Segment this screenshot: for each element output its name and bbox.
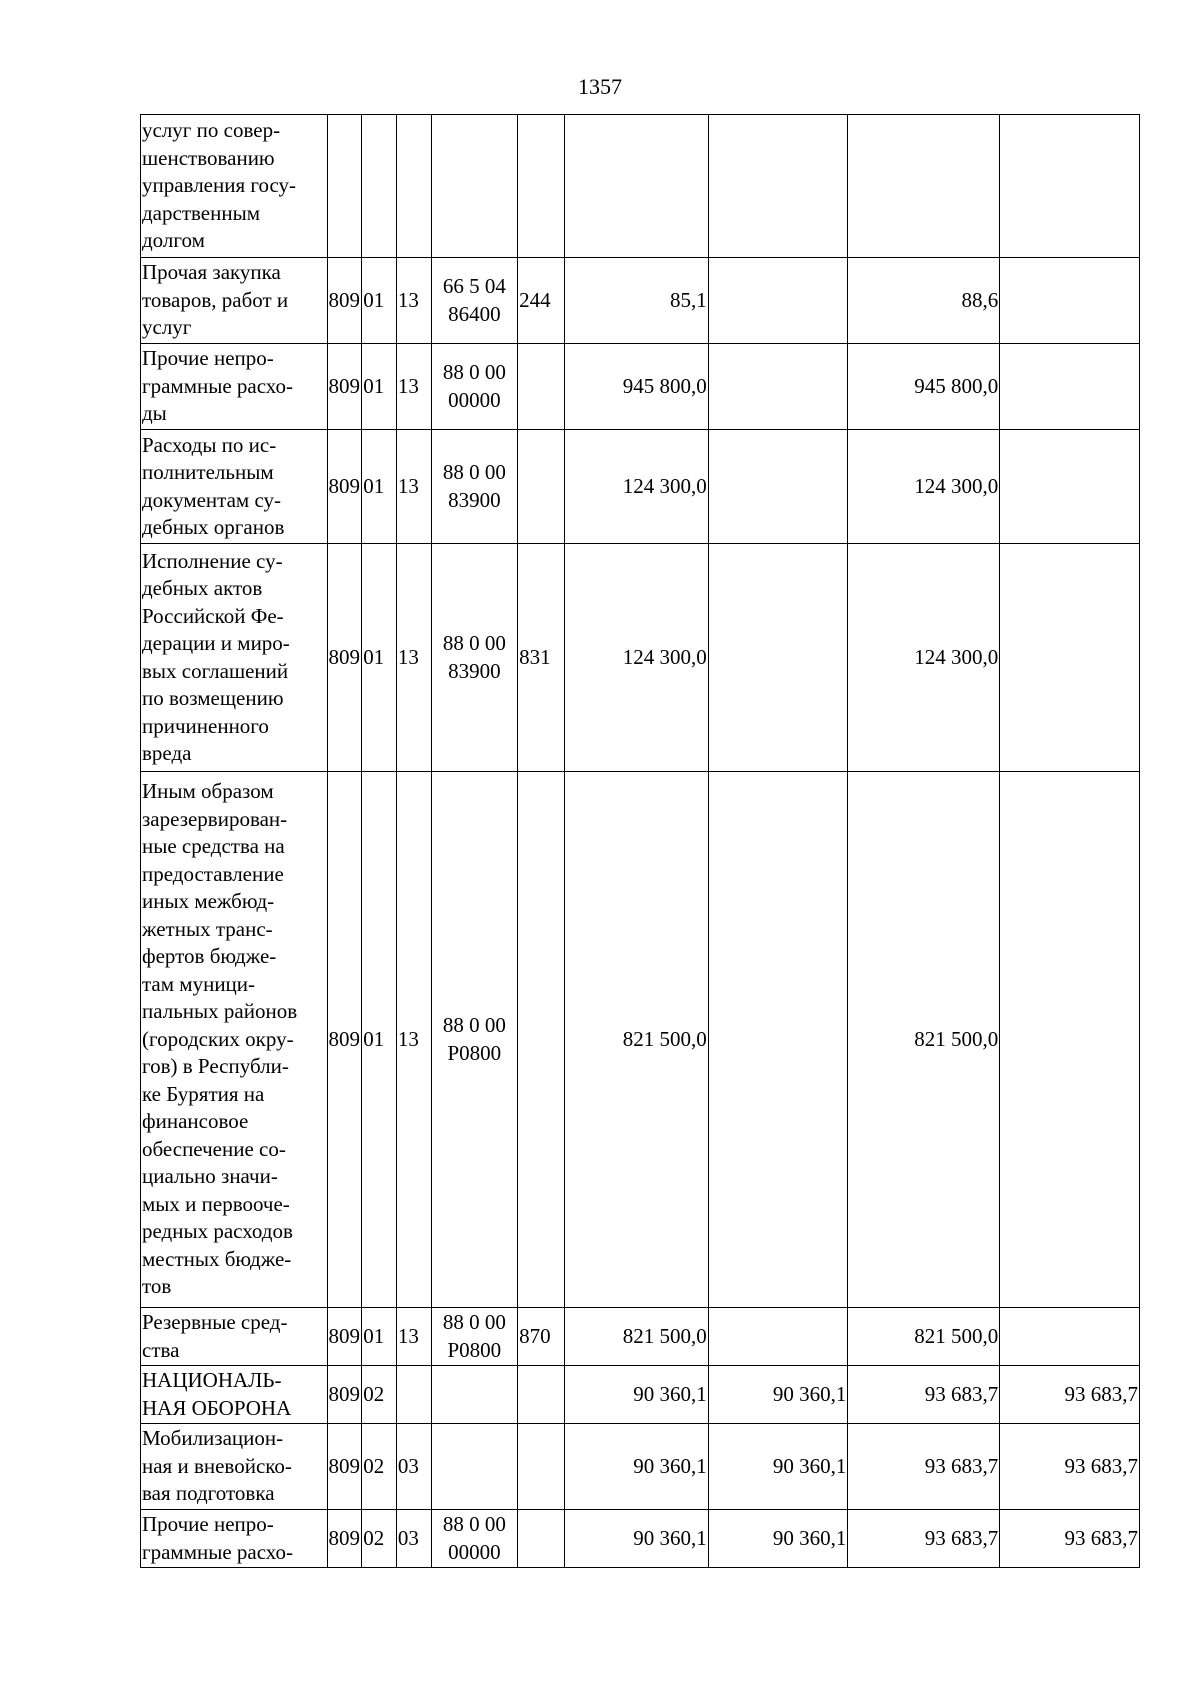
amount-cell-3: 93 683,7 — [848, 1510, 1000, 1568]
target-article-line: 83900 — [448, 658, 501, 683]
expense-name-line: шенствованию — [142, 145, 275, 170]
expense-name-line: ды — [142, 401, 167, 426]
subsection-code-cell: 03 — [396, 1424, 431, 1510]
target-article-line: 86400 — [448, 301, 501, 326]
expense-name-line: Исполнение су- — [142, 548, 283, 573]
page-number: 1357 — [578, 74, 622, 99]
ministry-code-cell: 809 — [327, 1366, 362, 1424]
table-row — [141, 1308, 1140, 1366]
amount-cell-2 — [708, 430, 848, 544]
expense-type-cell — [518, 1366, 565, 1424]
section-code-cell — [362, 115, 397, 258]
amount-cell-2 — [708, 258, 848, 344]
expense-name-line: НАЦИОНАЛЬ- — [142, 1368, 282, 1392]
expense-name-cell — [141, 1366, 328, 1424]
expense-type-cell — [518, 772, 565, 1308]
expense-type-cell: 244 — [518, 258, 565, 344]
ministry-code-cell — [327, 115, 362, 258]
expense-name-line: местных бюдже- — [142, 1246, 292, 1271]
amount-cell-3: 124 300,0 — [848, 544, 1000, 772]
expense-name-line: (городских окру- — [142, 1026, 294, 1051]
expense-type-cell: 831 — [518, 544, 565, 772]
target-article-cell — [431, 258, 518, 344]
target-article-line: 66 5 04 — [442, 274, 506, 298]
budget-table — [140, 114, 1140, 1568]
expense-name-line: фертов бюдже- — [142, 944, 277, 969]
expense-name-line: полнительным — [142, 460, 274, 484]
amount-cell-4 — [1000, 115, 1140, 258]
expense-name-line: Иным образом — [142, 779, 274, 804]
amount-cell-1: 90 360,1 — [565, 1424, 709, 1510]
expense-name-line: дебных актов — [142, 576, 263, 600]
expense-name-line: зарезервирован- — [142, 806, 288, 831]
amount-cell-3: 821 500,0 — [848, 772, 1000, 1308]
expense-name-line: ные средства на — [142, 834, 285, 859]
subsection-code-cell: 13 — [396, 258, 431, 344]
target-article-cell — [431, 344, 518, 430]
amount-cell-3 — [848, 115, 1000, 258]
expense-name-line: мых и первооче- — [142, 1191, 290, 1216]
amount-cell-2: 90 360,1 — [708, 1424, 848, 1510]
table-row — [141, 258, 1140, 344]
target-article-line: P0800 — [447, 1040, 502, 1065]
amount-cell-2 — [708, 544, 848, 772]
section-code-cell: 02 — [362, 1424, 397, 1510]
amount-cell-4 — [1000, 258, 1140, 344]
expense-name-line: по возмещению — [142, 686, 284, 710]
expense-name-line: жетных транс- — [142, 916, 273, 941]
subsection-code-cell: 13 — [396, 544, 431, 772]
amount-cell-4: 93 683,7 — [1000, 1366, 1140, 1424]
target-article-cell — [431, 1510, 518, 1568]
table-row — [141, 772, 1140, 1308]
amount-cell-3: 821 500,0 — [848, 1308, 1000, 1366]
ministry-code-cell: 809 — [327, 430, 362, 544]
expense-name-line: ства — [142, 1337, 180, 1362]
expense-name-line: причиненного — [142, 713, 269, 738]
table-row — [141, 115, 1140, 258]
expense-name-line: тов — [142, 1274, 172, 1299]
amount-cell-3: 124 300,0 — [848, 430, 1000, 544]
expense-name-cell — [141, 1424, 328, 1510]
target-article-line: 88 0 00 — [442, 360, 506, 384]
table-row — [141, 1366, 1140, 1424]
subsection-code-cell — [396, 115, 431, 258]
target-article-line: 88 0 00 — [442, 460, 506, 484]
section-code-cell: 01 — [362, 258, 397, 344]
subsection-code-cell: 13 — [396, 772, 431, 1308]
expense-name-line: Российской Фе- — [142, 603, 284, 628]
expense-name-line: финансовое — [142, 1109, 249, 1134]
amount-cell-2 — [708, 115, 848, 258]
ministry-code-cell: 809 — [327, 1510, 362, 1568]
amount-cell-4 — [1000, 544, 1140, 772]
ministry-code-cell: 809 — [327, 258, 362, 344]
section-code-cell: 01 — [362, 430, 397, 544]
amount-cell-1 — [565, 115, 709, 258]
expense-name-line: редных расходов — [142, 1219, 293, 1244]
section-code-cell: 02 — [362, 1510, 397, 1568]
expense-type-cell — [518, 344, 565, 430]
ministry-code-cell: 809 — [327, 544, 362, 772]
target-article-line: 00000 — [448, 1539, 501, 1564]
target-article-line: P0800 — [447, 1337, 502, 1362]
expense-name-line: долгом — [142, 228, 205, 253]
table-body — [141, 115, 1140, 1568]
expense-name-line: Прочие непро- — [142, 346, 274, 371]
amount-cell-4 — [1000, 1308, 1140, 1366]
amount-cell-3: 93 683,7 — [848, 1366, 1000, 1424]
target-article-cell — [431, 115, 518, 258]
target-article-line: 88 0 00 — [442, 631, 506, 655]
amount-cell-2: 90 360,1 — [708, 1510, 848, 1568]
expense-name-line: циально значи- — [142, 1164, 278, 1189]
section-code-cell: 01 — [362, 772, 397, 1308]
expense-name-line: предоставление — [142, 861, 284, 886]
amount-cell-2 — [708, 772, 848, 1308]
expense-name-line: НАЯ ОБОРОНА — [142, 1395, 292, 1420]
expense-name-line: там муници- — [142, 971, 256, 996]
target-article-cell — [431, 430, 518, 544]
expense-name-line: услуг по совер- — [142, 118, 281, 143]
expense-name-cell — [141, 258, 328, 344]
expense-name-line: вая подготовка — [142, 1481, 275, 1506]
target-article-line: 88 0 00 — [442, 1013, 506, 1037]
expense-name-line: документам су- — [142, 487, 281, 512]
expense-name-cell — [141, 1308, 328, 1366]
target-article-cell — [431, 1424, 518, 1510]
expense-name-line: ная и вневойско- — [142, 1453, 292, 1478]
expense-name-line: граммные расхо- — [142, 1539, 293, 1564]
expense-name-line: управления госу- — [142, 173, 297, 198]
amount-cell-2 — [708, 344, 848, 430]
expense-name-cell — [141, 115, 328, 258]
expense-type-cell — [518, 115, 565, 258]
section-code-cell: 01 — [362, 1308, 397, 1366]
amount-cell-1: 821 500,0 — [565, 772, 709, 1308]
table-row — [141, 1424, 1140, 1510]
expense-name-line: пальных районов — [142, 999, 298, 1024]
amount-cell-1: 945 800,0 — [565, 344, 709, 430]
target-article-line: 88 0 00 — [442, 1310, 506, 1334]
expense-type-cell — [518, 1510, 565, 1568]
subsection-code-cell — [396, 1366, 431, 1424]
section-code-cell: 01 — [362, 344, 397, 430]
amount-cell-3: 93 683,7 — [848, 1424, 1000, 1510]
expense-name-line: гов) в Республи- — [142, 1054, 289, 1079]
expense-name-line: услуг — [142, 315, 192, 340]
expense-name-line: дарственным — [142, 200, 260, 225]
expense-name-line: Расходы по ис- — [142, 432, 277, 457]
expense-name-line: Мобилизацион- — [142, 1426, 284, 1451]
expense-name-line: вреда — [142, 741, 192, 765]
amount-cell-1: 821 500,0 — [565, 1308, 709, 1366]
amount-cell-1: 90 360,1 — [565, 1366, 709, 1424]
amount-cell-1: 124 300,0 — [565, 430, 709, 544]
amount-cell-1: 90 360,1 — [565, 1510, 709, 1568]
target-article-cell — [431, 1308, 518, 1366]
expense-type-cell — [518, 430, 565, 544]
expense-name-line: Прочая закупка — [142, 260, 281, 285]
table-row — [141, 344, 1140, 430]
expense-name-line: обеспечение со- — [142, 1136, 286, 1161]
section-code-cell: 02 — [362, 1366, 397, 1424]
expense-name-line: Резервные сред- — [142, 1310, 288, 1334]
expense-name-line: товаров, работ и — [142, 287, 289, 312]
expense-name-cell — [141, 544, 328, 772]
target-article-line: 83900 — [448, 487, 501, 512]
subsection-code-cell: 13 — [396, 1308, 431, 1366]
table-row — [141, 544, 1140, 772]
target-article-line: 00000 — [448, 387, 501, 412]
subsection-code-cell: 13 — [396, 430, 431, 544]
table-row — [141, 1510, 1140, 1568]
expense-name-line: дебных органов — [142, 515, 285, 539]
table-row — [141, 430, 1140, 544]
amount-cell-4: 93 683,7 — [1000, 1424, 1140, 1510]
subsection-code-cell: 13 — [396, 344, 431, 430]
ministry-code-cell: 809 — [327, 344, 362, 430]
expense-type-cell: 870 — [518, 1308, 565, 1366]
expense-name-line: Прочие непро- — [142, 1512, 274, 1536]
target-article-cell — [431, 1366, 518, 1424]
amount-cell-4 — [1000, 772, 1140, 1308]
section-code-cell: 01 — [362, 544, 397, 772]
amount-cell-2 — [708, 1308, 848, 1366]
amount-cell-2: 90 360,1 — [708, 1366, 848, 1424]
subsection-code-cell: 03 — [396, 1510, 431, 1568]
expense-name-line: дерации и миро- — [142, 631, 290, 655]
ministry-code-cell: 809 — [327, 772, 362, 1308]
amount-cell-4 — [1000, 430, 1140, 544]
amount-cell-3: 945 800,0 — [848, 344, 1000, 430]
ministry-code-cell: 809 — [327, 1424, 362, 1510]
expense-name-cell — [141, 772, 328, 1308]
target-article-line: 88 0 00 — [442, 1512, 506, 1536]
expense-name-cell — [141, 344, 328, 430]
target-article-cell — [431, 544, 518, 772]
amount-cell-4: 93 683,7 — [1000, 1510, 1140, 1568]
expense-name-cell — [141, 430, 328, 544]
ministry-code-cell: 809 — [327, 1308, 362, 1366]
expense-name-cell — [141, 1510, 328, 1568]
amount-cell-1: 85,1 — [565, 258, 709, 344]
expense-name-line: ке Бурятия на — [142, 1081, 265, 1106]
amount-cell-1: 124 300,0 — [565, 544, 709, 772]
amount-cell-3: 88,6 — [848, 258, 1000, 344]
expense-name-line: граммные расхо- — [142, 373, 293, 398]
target-article-cell — [431, 772, 518, 1308]
expense-name-line: вых соглашений — [142, 658, 289, 683]
amount-cell-4 — [1000, 344, 1140, 430]
expense-name-line: иных межбюд- — [142, 889, 275, 914]
expense-type-cell — [518, 1424, 565, 1510]
